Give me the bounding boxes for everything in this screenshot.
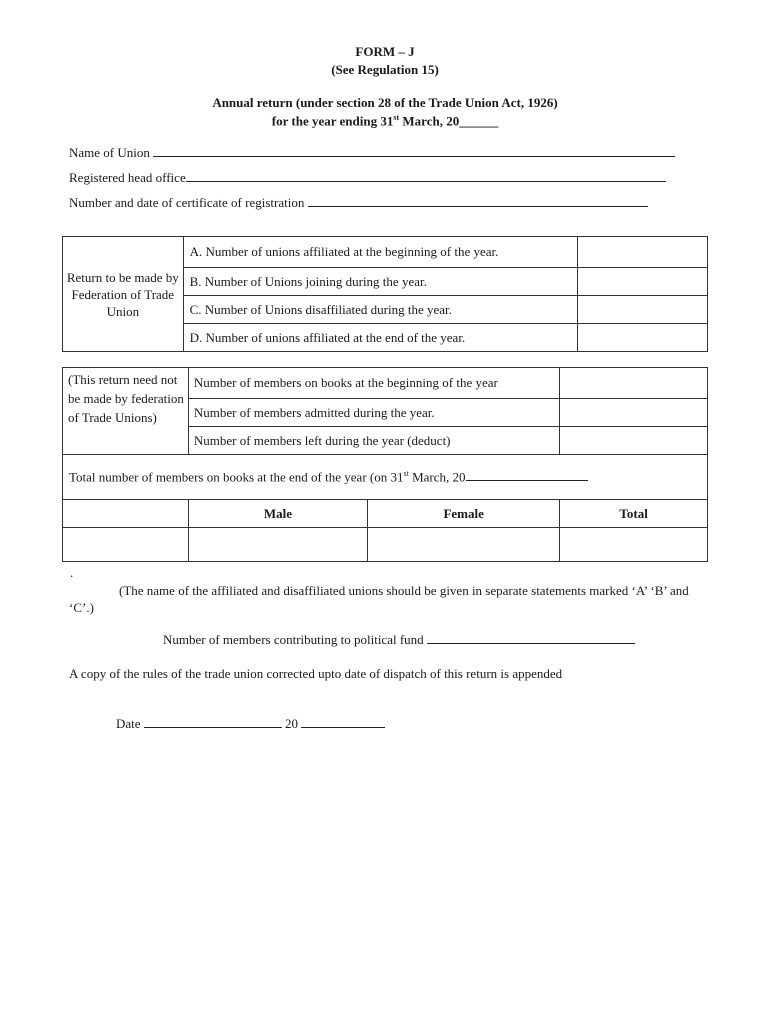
members-total-sup: st	[403, 468, 409, 478]
federation-label: Return to be made by Federation of Trade Union	[63, 237, 184, 352]
members-value-left[interactable]	[560, 427, 708, 455]
federation-item-b: B. Number of Unions joining during the year.	[183, 268, 577, 296]
date-row	[116, 716, 385, 732]
certificate-row	[69, 195, 648, 211]
federation-item-a: A. Number of unions affiliated at the beginning of the year.	[183, 237, 577, 268]
political-fund-row	[163, 632, 635, 648]
members-header-blank	[63, 500, 189, 528]
members-label: (This return need not be made by federation of Trade Unions)	[63, 368, 189, 455]
federation-table	[62, 236, 708, 352]
federation-item-d: D. Number of unions affiliated at the end of the year.	[183, 324, 577, 352]
return-year-tail: March, 20______	[399, 113, 499, 129]
federation-value-c[interactable]	[577, 296, 707, 324]
members-total-text: Total number of members on books at the end of the year (on 31	[69, 469, 404, 485]
members-header-total: Total	[560, 500, 708, 528]
head-office-label: Registered head office	[69, 170, 186, 185]
federation-value-b[interactable]	[577, 268, 707, 296]
members-item-admitted: Number of members admitted during the year.	[188, 399, 559, 427]
members-value-beginning[interactable]	[560, 368, 708, 399]
members-value-admitted[interactable]	[560, 399, 708, 427]
return-title: Annual return (under section 28 of the Trade Union Act, 1926)	[212, 95, 558, 110]
note-dot: .	[70, 565, 74, 580]
members-total-tail: March, 20	[408, 469, 466, 485]
members-total-field[interactable]	[466, 469, 588, 481]
federation-value-d[interactable]	[577, 324, 707, 352]
members-header-female: Female	[368, 500, 560, 528]
date-year-field[interactable]	[301, 716, 385, 728]
return-year-sup: st	[393, 113, 400, 122]
members-cell-male[interactable]	[188, 528, 367, 562]
federation-value-a[interactable]	[577, 237, 707, 268]
rules-copy-note: A copy of the rules of the trade union corrected upto date of dispatch of this return is appended	[69, 666, 563, 681]
form-title: FORM – J	[355, 44, 415, 59]
date-year-label: 20	[285, 716, 299, 731]
political-fund-label: Number of members contributing to political fund	[163, 632, 424, 647]
members-table	[62, 367, 708, 562]
affiliated-note: (The name of the affiliated and disaffiliated unions should be given in separate statements marked ‘A’ ‘B’ and ‘C’.)	[69, 583, 689, 615]
name-of-union-label: Name of Union	[69, 145, 150, 160]
name-of-union-field[interactable]	[153, 145, 675, 157]
return-year-line	[0, 113, 770, 129]
certificate-label: Number and date of certificate of registration	[69, 195, 305, 210]
members-cell-total[interactable]	[560, 528, 708, 562]
regulation-ref: (See Regulation 15)	[331, 62, 439, 77]
return-year-text: for the year ending 31	[271, 113, 394, 129]
date-label: Date	[116, 716, 141, 731]
members-item-left: Number of members left during the year (deduct)	[188, 427, 559, 455]
head-office-field[interactable]	[186, 170, 666, 182]
members-total-row	[63, 455, 708, 500]
date-field[interactable]	[144, 716, 282, 728]
name-of-union-row	[69, 145, 675, 161]
head-office-row	[69, 170, 666, 186]
members-cell-blank	[63, 528, 189, 562]
certificate-field[interactable]	[308, 195, 648, 207]
political-fund-field[interactable]	[427, 632, 635, 644]
federation-item-c: C. Number of Unions disaffiliated during the year.	[183, 296, 577, 324]
members-cell-female[interactable]	[368, 528, 560, 562]
members-item-beginning: Number of members on books at the beginning of the year	[188, 368, 559, 399]
members-header-male: Male	[188, 500, 367, 528]
